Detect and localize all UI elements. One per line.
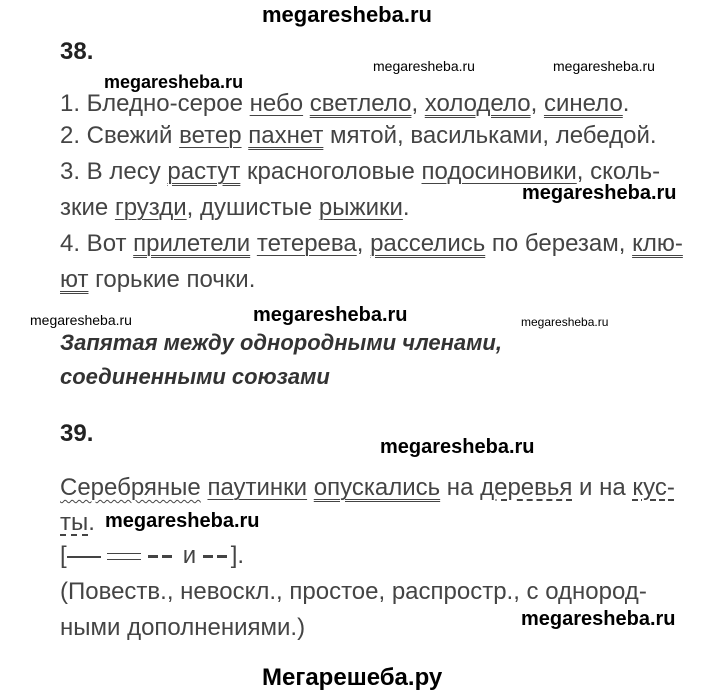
text: красноголовые <box>240 158 422 185</box>
text: 4. Вот <box>60 230 134 257</box>
text: на <box>440 474 481 501</box>
watermark: megaresheba.ru <box>380 436 535 458</box>
attribute: Серебряные <box>60 474 201 501</box>
footer-site-name: Мегарешеба.ру <box>262 664 443 691</box>
subject-mark <box>67 556 101 558</box>
ex39-line-1 <box>60 474 675 502</box>
text: 3. В лесу <box>60 158 168 185</box>
text: 2. Свежий <box>60 122 180 149</box>
object: кус- <box>632 474 675 501</box>
watermark: megaresheba.ru <box>521 608 676 630</box>
exercise-38-number: 38. <box>60 38 94 65</box>
text: . <box>88 509 95 536</box>
watermark: megaresheba.ru <box>373 58 475 74</box>
text: зкие <box>60 194 115 221</box>
subject: небо <box>249 90 304 117</box>
subject: подосиновики <box>421 158 577 185</box>
text: 1. Бледно-серое <box>60 90 250 117</box>
watermark: megaresheba.ru <box>253 304 408 326</box>
subject: ветер <box>179 122 242 149</box>
predicate: расселись <box>370 230 486 257</box>
predicate: клю- <box>632 230 683 257</box>
predicate-mark <box>107 553 141 560</box>
text: по березам, <box>485 230 633 257</box>
bracket-open: [ <box>60 542 67 569</box>
subject: паутинки <box>207 474 308 501</box>
section-heading-line-2: соединенными союзами <box>60 364 330 389</box>
ex39-line-2 <box>60 509 95 537</box>
text: . <box>402 194 410 221</box>
ex39-note-1: (Повеств., невоскл., простое, распростр., с однород- <box>60 578 647 605</box>
ex38-line-2 <box>60 122 657 150</box>
predicate: холодело <box>424 90 531 117</box>
subject: рыжики <box>318 194 403 221</box>
watermark: megaresheba.ru <box>521 315 609 329</box>
predicate: пахнет <box>248 122 324 149</box>
predicate: растут <box>167 158 241 185</box>
conjunction: и <box>182 542 197 569</box>
ex38-line-4 <box>60 194 410 222</box>
section-heading-line-1: Запятая между однородными членами, <box>60 330 502 355</box>
text: и на <box>572 474 633 501</box>
object: ты <box>60 509 89 536</box>
watermark-top: megaresheba.ru <box>262 2 432 27</box>
object-mark <box>203 555 213 558</box>
watermark: megaresheba.ru <box>553 58 655 74</box>
object: ревья <box>507 474 573 501</box>
text: , душистые <box>186 194 319 221</box>
exercise-39-number: 39. <box>60 420 94 447</box>
watermark: megaresheba.ru <box>522 182 677 204</box>
object-mark <box>148 555 158 558</box>
subject: тетерева <box>256 230 357 257</box>
sentence-scheme <box>60 542 244 570</box>
ex38-line-5: 4. Вот прилетели тетерева, расселись по березам, клю- <box>60 230 683 257</box>
ex38-line-6 <box>60 266 255 294</box>
text: , <box>530 90 544 117</box>
text: , <box>411 90 425 117</box>
predicate: прилетели <box>133 230 251 257</box>
predicate: опускались <box>313 474 441 501</box>
object-mark <box>162 555 172 558</box>
watermark: megaresheba.ru <box>104 72 244 92</box>
watermark: megaresheba.ru <box>30 312 132 328</box>
subject: грузди <box>114 194 187 221</box>
ex39-note-2: ными дополнениями.) <box>60 614 306 641</box>
bracket-close: ]. <box>230 542 245 569</box>
watermark: megaresheba.ru <box>105 510 260 532</box>
predicate: ют <box>60 266 89 293</box>
text: . <box>622 90 630 117</box>
object-mark <box>217 555 227 558</box>
text: мятой, васильками, лебедой. <box>323 122 657 149</box>
object: де <box>480 474 508 501</box>
ex38-line-1 <box>60 90 629 118</box>
predicate: светлело <box>309 90 412 117</box>
text: горькие почки. <box>88 266 256 293</box>
text: , сколь- <box>576 158 661 185</box>
predicate: синело <box>543 90 623 117</box>
